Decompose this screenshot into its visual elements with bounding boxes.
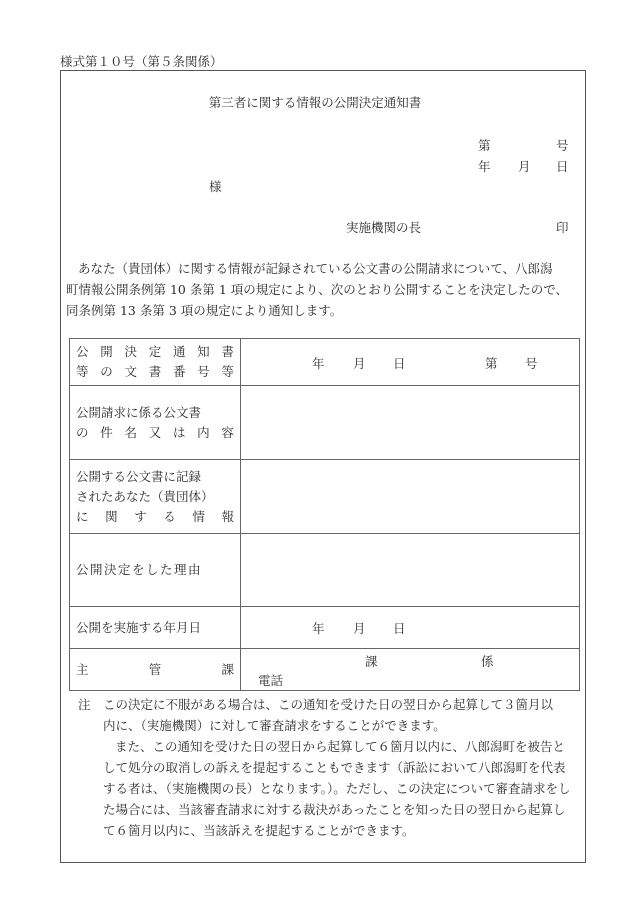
row-label — [70, 339, 241, 386]
row-label — [70, 649, 241, 691]
label-text: 定 — [148, 344, 162, 359]
label-text: 開 — [100, 344, 113, 359]
note-line: して処分の取消しの訴えを提起することもできます（訴訟において八郎潟町を代表 — [103, 760, 566, 775]
appeal-notes — [66, 694, 582, 841]
note-line: する者は、（実施機関の長）となります。）。ただし、この決定について審査請求をし — [103, 781, 571, 796]
form-number-label: 様式第１０号（第５条関係） — [60, 54, 223, 69]
value-month: 月 — [353, 621, 366, 636]
label-text: 公開決定をした理由 — [76, 562, 203, 577]
number-prefix: 第 — [478, 138, 491, 153]
label-text: 名 — [124, 424, 137, 440]
label-line — [76, 403, 234, 423]
label-line — [76, 618, 234, 638]
label-text: 報 — [221, 508, 234, 524]
decision-info-table — [69, 338, 580, 691]
notice-body — [66, 258, 582, 321]
label-line — [76, 660, 234, 680]
label-line — [76, 423, 234, 443]
document-title: 第三者に関する情報の公開決定通知書 — [208, 95, 422, 110]
label-text: 課 — [221, 661, 234, 677]
table-row-document-number — [70, 339, 580, 386]
label-text: されたあなた（貴団体） — [76, 488, 214, 504]
label-text: 公開を実施する年月日 — [76, 619, 202, 635]
number-suffix: 号 — [556, 138, 569, 153]
note-line: た場合には、当該審査請求に対する裁決があったことを知った日の翌日から起算し — [103, 802, 566, 817]
body-line: 町情報公開条例第 10 条第 1 項の規定により、次のとおり公開することを決定したので、 — [66, 282, 569, 297]
note-line: また、この通知を受けた日の翌日から起算して６箇月以内に、八郎潟町を被告と — [115, 739, 566, 754]
date-year: 年 — [478, 159, 491, 174]
table-row-disclosure-date — [70, 607, 580, 649]
label-line — [76, 507, 234, 527]
label-text: 関 — [105, 508, 118, 524]
value-phone: 電話 — [258, 673, 284, 688]
value-no-prefix: 第 — [485, 356, 498, 371]
value-no-suffix: 号 — [525, 356, 538, 371]
row-label — [70, 607, 241, 649]
value-year: 年 — [312, 356, 325, 371]
table-row-related-info — [70, 460, 580, 534]
label-text: 公開する公文書に記録 — [76, 468, 202, 484]
label-text: 管 — [148, 661, 162, 677]
issuer-title: 実施機関の長 — [346, 220, 422, 235]
label-text: の — [100, 364, 113, 379]
label-text: 容 — [221, 424, 234, 440]
label-text: 内 — [197, 424, 210, 440]
note-line: て６箇月以内に、当該訴えを提起することができます。 — [103, 823, 415, 838]
date-day: 日 — [556, 159, 569, 174]
label-text: 書 — [148, 364, 162, 379]
label-text: 文 — [124, 364, 137, 379]
label-text: の — [76, 424, 89, 440]
label-text: に — [76, 508, 89, 524]
label-text: 書 — [221, 344, 234, 359]
disclosure-date-field[interactable] — [241, 607, 580, 649]
label-text: 番 — [172, 364, 186, 379]
note-line: 内に、（実施機関）に対して審査請求をすることができます。 — [103, 718, 446, 733]
label-line — [76, 487, 234, 507]
responsible-section-field[interactable] — [241, 649, 580, 691]
note-line: 注 この決定に不服がある場合は、この通知を受けた日の翌日から起算して３箇月以 — [78, 697, 554, 712]
label-text: 情 — [192, 508, 205, 524]
body-line: 同条例第 13 条第 3 項の規定により通知します。 — [66, 303, 343, 318]
body-line: あなた（貴団体）に関する情報が記録されている公文書の公開請求について、八郎潟 — [78, 261, 553, 276]
label-line — [76, 467, 234, 487]
label-line — [76, 342, 234, 362]
table-row-responsible-section — [70, 649, 580, 691]
value-day: 日 — [393, 621, 406, 636]
value-month: 月 — [353, 356, 366, 371]
label-text: 又 — [148, 424, 162, 440]
value-year: 年 — [312, 621, 325, 636]
label-text: 等 — [221, 364, 234, 379]
label-text: る — [163, 508, 176, 524]
label-text: 号 — [197, 364, 210, 379]
value-subsection: 係 — [481, 654, 494, 669]
label-text: 件 — [100, 424, 113, 440]
table-row-decision-reason — [70, 534, 580, 607]
label-text: す — [134, 508, 147, 524]
value-section: 課 — [365, 654, 378, 669]
row-label — [70, 386, 241, 460]
seal-mark: 印 — [556, 220, 569, 235]
table-row-document-subject — [70, 386, 580, 460]
label-text: 公 — [76, 344, 89, 359]
label-text: 通 — [172, 344, 186, 359]
label-text: は — [172, 424, 186, 440]
label-text: 知 — [197, 344, 210, 359]
label-line — [76, 560, 234, 580]
document-number-field[interactable] — [241, 339, 580, 386]
label-text: 等 — [76, 364, 89, 379]
label-text: 主 — [76, 661, 89, 677]
date-month: 月 — [518, 159, 531, 174]
document-subject-field[interactable] — [241, 386, 580, 460]
row-label — [70, 460, 241, 534]
value-day: 日 — [393, 356, 406, 371]
related-info-field[interactable] — [241, 460, 580, 534]
label-text: 決 — [124, 344, 137, 359]
label-text: 公開請求に係る公文書 — [76, 404, 202, 420]
decision-reason-field[interactable] — [241, 534, 580, 607]
row-label — [70, 534, 241, 607]
addressee-suffix: 様 — [209, 179, 222, 194]
label-line — [76, 362, 234, 382]
